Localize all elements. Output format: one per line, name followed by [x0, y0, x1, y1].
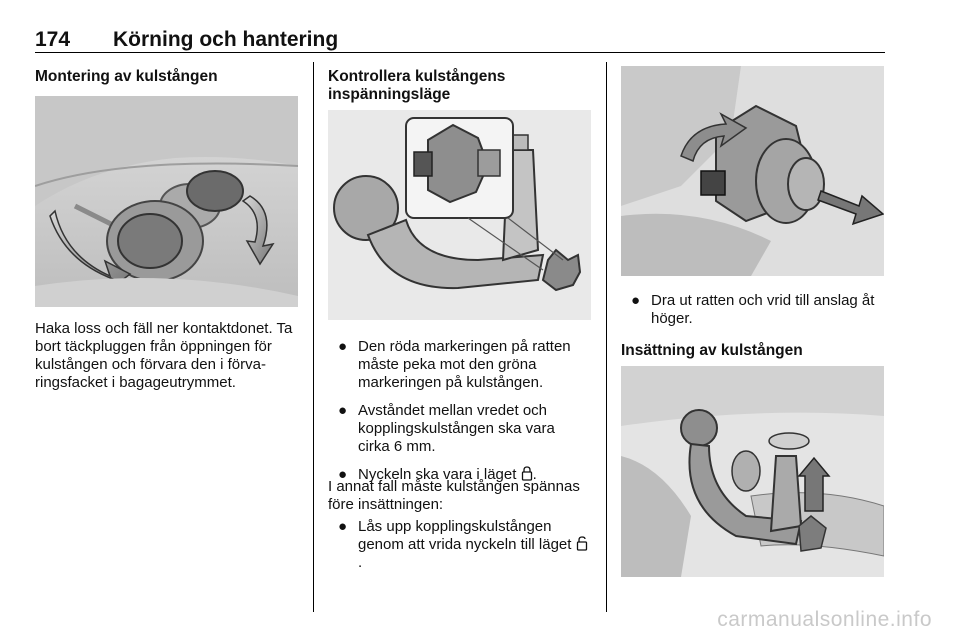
figure-tow-bar: [328, 110, 591, 320]
bullet-icon: ●: [338, 466, 348, 483]
bullet-text-3: Nyckeln ska vara i läget: [358, 466, 517, 483]
heading-line-1: Kontrollera kulstångens: [328, 68, 506, 85]
header-rule: [35, 52, 885, 53]
section-heading-check: [328, 68, 505, 104]
figure-knob-pull: [621, 66, 884, 276]
unlock-bullet-list: [328, 518, 590, 582]
sub-bullet-text: Lås upp kopplingskulstången genom att vrida nyckeln till läget: [358, 518, 572, 553]
bullet-icon: ●: [338, 402, 348, 419]
pull-bullet-list: [621, 292, 887, 338]
bullet-icon: ●: [338, 518, 348, 535]
chapter-title: Körning och hantering: [113, 28, 339, 51]
page-number: 174: [35, 28, 71, 51]
section-heading-mounting: Montering av kulstången: [35, 68, 218, 85]
heading-line-2: inspänningsläge: [328, 86, 451, 103]
sub-bullet-suffix: .: [358, 554, 363, 571]
list-item: [328, 338, 590, 392]
list-item: [328, 518, 590, 572]
column-divider-1: [313, 62, 314, 612]
pull-bullet-text: Dra ut ratten och vrid till anslag åt höger.: [651, 292, 875, 327]
tension-note: I annat fall måste kulstången spännas före insättningen:: [328, 478, 580, 513]
section-heading-insert: Insättning av kulstången: [621, 342, 803, 359]
list-item: [328, 402, 590, 456]
figure-connector: [35, 96, 298, 307]
column-divider-2: [606, 62, 607, 612]
check-bullet-list: [328, 338, 590, 494]
figure-insert-bar: [621, 366, 884, 577]
list-item: [621, 292, 887, 328]
bullet-text-2: Avståndet mellan vredet och kopplingskulstången ska vara cirka 6 mm.: [358, 402, 555, 455]
bullet-icon: ●: [338, 338, 348, 355]
page-header: [35, 28, 885, 54]
watermark: carmanualsonline.info: [717, 608, 932, 631]
bullet-icon: ●: [631, 292, 641, 309]
bullet-3-suffix: .: [532, 466, 537, 483]
bullet-text-1: Den röda markeringen på ratten måste peka mot den gröna markeringen på kulstången.: [358, 338, 571, 391]
mounting-paragraph: Haka loss och fäll ner kontaktdonet. Ta bort täckpluggen från öppningen för kulstången och förvara den i förva-ringsfacket i bagageutrymmet.: [35, 320, 293, 391]
padlock-open-icon: [576, 536, 588, 551]
